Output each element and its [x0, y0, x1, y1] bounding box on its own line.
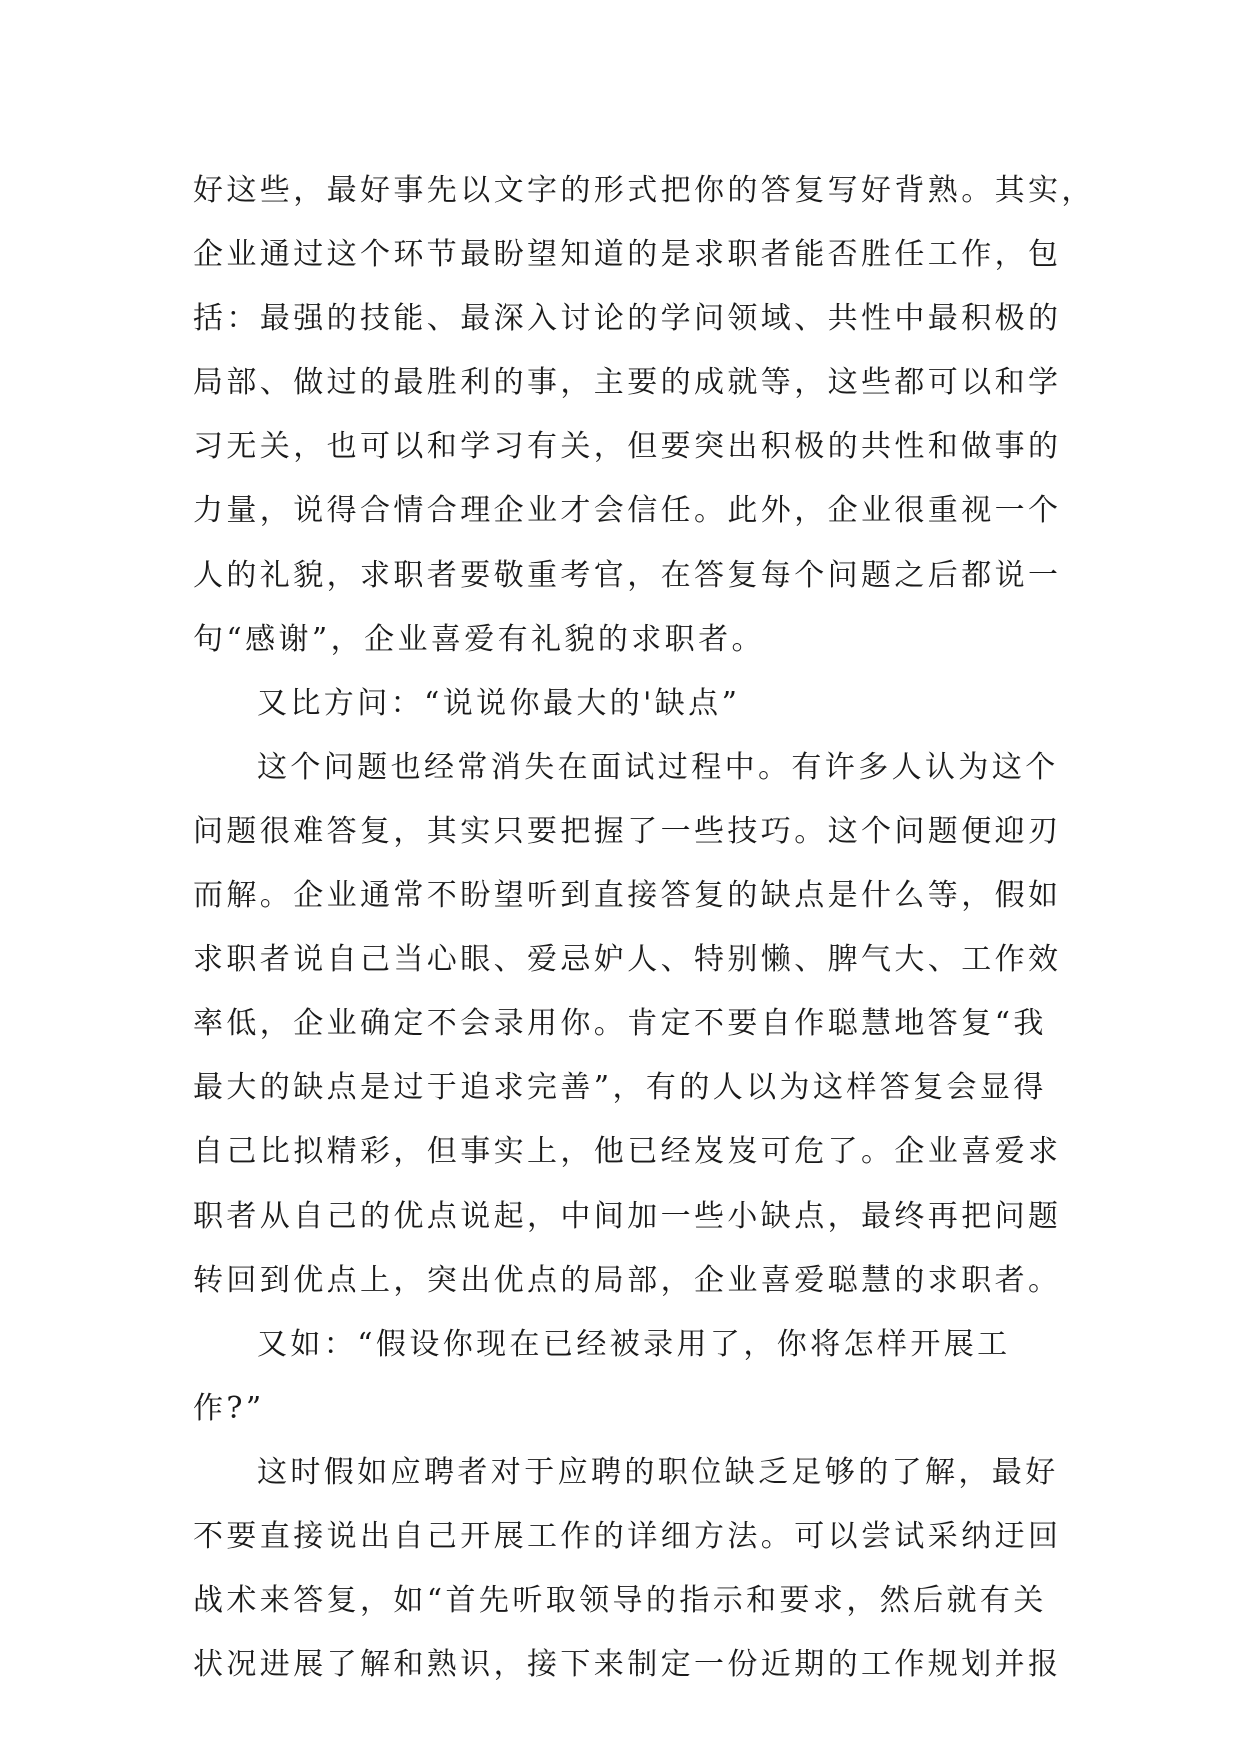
text-line: 问题很难答复，其实只要把握了一些技巧。这个问题便迎刃	[193, 813, 1062, 849]
text-line: 局部、做过的最胜利的事，主要的成就等，这些都可以和学	[193, 365, 1062, 401]
text-line: 人的礼貌，求职者要敬重考官，在答复每个问题之后都说一	[193, 557, 1062, 593]
text-line: 又比方问：“说说你最大的'缺点”	[257, 685, 741, 721]
text-line: 力量，说得合情合理企业才会信任。此外，企业很重视一个	[193, 493, 1062, 529]
text-line: 最大的缺点是过于追求完善”，有的人以为这样答复会显得	[193, 1070, 1047, 1106]
text-line: 不要直接说出自己开展工作的详细方法。可以尝试采纳迂回	[193, 1518, 1062, 1554]
text-line: 状况进展了解和熟识，接下来制定一份近期的工作规划并报	[193, 1647, 1062, 1683]
text-line: 求职者说自己当心眼、爱忌妒人、特别懒、脾气大、工作效	[193, 942, 1062, 978]
text-line: 转回到优点上，突出优点的局部，企业喜爱聪慧的求职者。	[193, 1262, 1062, 1298]
text-line: 职者从自己的优点说起，中间加一些小缺点，最终再把问题	[193, 1198, 1062, 1234]
text-line: 又如：“假设你现在已经被录用了，你将怎样开展工	[257, 1326, 1011, 1362]
text-line: 而解。企业通常不盼望听到直接答复的缺点是什么等，假如	[193, 878, 1062, 914]
text-line: 率低，企业确定不会录用你。肯定不要自作聪慧地答复“我	[193, 1006, 1047, 1042]
document-body	[193, 159, 1095, 1697]
text-line: 括：最强的技能、最深入讨论的学问领域、共性中最积极的	[193, 301, 1062, 337]
text-line: 作?”	[193, 1390, 265, 1426]
text-line: 这个问题也经常消失在面试过程中。有许多人认为这个	[257, 749, 1059, 785]
text-line: 企业通过这个环节最盼望知道的是求职者能否胜任工作，包	[193, 237, 1062, 273]
text-line: 习无关，也可以和学习有关，但要突出积极的共性和做事的	[193, 429, 1062, 465]
text-line: 句“感谢”，企业喜爱有礼貌的求职者。	[193, 621, 765, 657]
text-line: 自己比拟精彩，但事实上，他已经岌岌可危了。企业喜爱求	[193, 1134, 1062, 1170]
text-line: 这时假如应聘者对于应聘的职位缺乏足够的了解，最好	[257, 1454, 1059, 1490]
text-line: 好这些，最好事先以文字的形式把你的答复写好背熟。其实，	[193, 173, 1095, 208]
text-line: 战术来答复，如“首先听取领导的指示和要求，然后就有关	[193, 1583, 1047, 1619]
